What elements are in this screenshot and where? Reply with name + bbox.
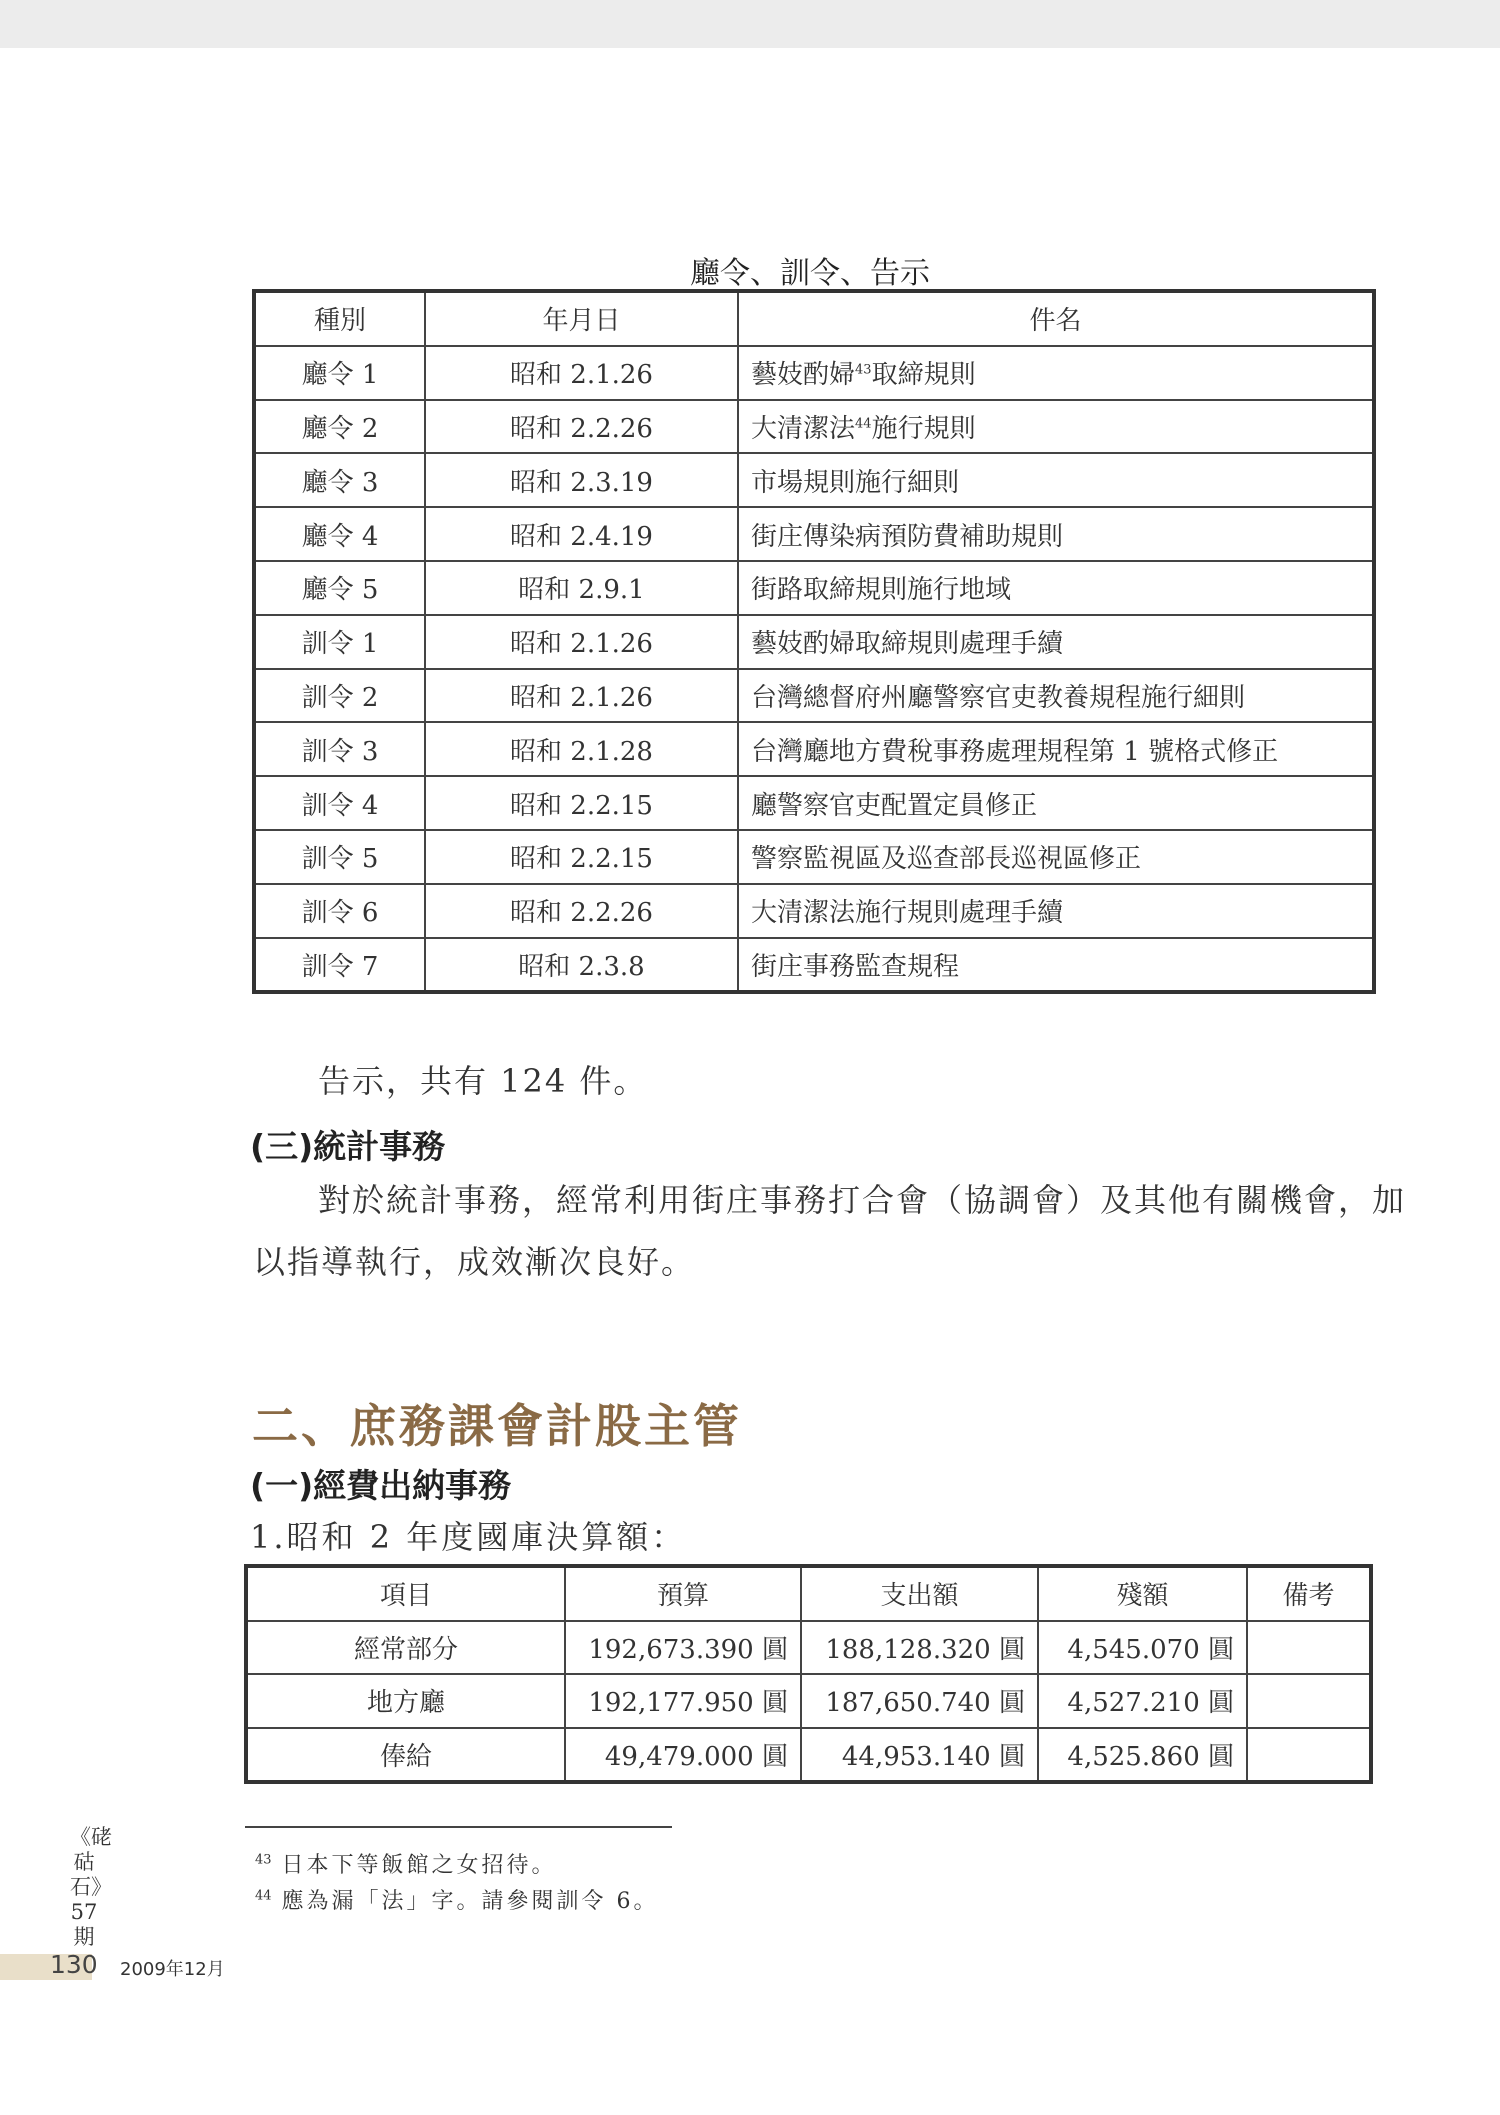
remain-cell: 4,527.210 圓 xyxy=(1038,1674,1247,1728)
footnote-number: 44 xyxy=(255,1888,272,1904)
kind-cell: 訓令 4 xyxy=(254,776,425,830)
title-text: 街庄事務監查規程 xyxy=(751,951,960,982)
item-cell: 經常部分 xyxy=(246,1621,565,1675)
table-row xyxy=(254,615,1374,669)
table-row xyxy=(254,507,1374,561)
page-number: 130 xyxy=(50,1950,98,1979)
budget-subheading: 1.昭和 2 年度國庫決算額： xyxy=(250,1518,687,1556)
date-cell: 昭和 2.2.15 xyxy=(425,776,738,830)
note-cell xyxy=(1247,1728,1371,1783)
table-row xyxy=(246,1621,1371,1675)
spent-cell: 188,128.320 圓 xyxy=(801,1621,1038,1675)
footnote-divider xyxy=(245,1826,672,1828)
date-cell: 昭和 2.2.15 xyxy=(425,830,738,884)
kind-cell: 廳令 4 xyxy=(254,507,425,561)
table-row xyxy=(254,561,1374,615)
statistics-paragraph-line1: 對於統計事務，經常利用街庄事務打合會（協調會）及其他有關機會，加 xyxy=(318,1181,1407,1219)
issue-date: 2009年12月 xyxy=(120,1959,225,1980)
title-cell xyxy=(738,884,1374,938)
date-cell: 昭和 2.1.26 xyxy=(425,615,738,669)
title-text: 大清潔法 xyxy=(751,413,856,444)
spent-cell: 187,650.740 圓 xyxy=(801,1674,1038,1728)
kind-cell: 訓令 2 xyxy=(254,669,425,723)
footnote-ref: 44 xyxy=(855,416,872,432)
column-header: 年月日 xyxy=(425,291,738,346)
column-header: 備考 xyxy=(1247,1566,1371,1621)
date-cell: 昭和 2.9.1 xyxy=(425,561,738,615)
statistics-paragraph-line2: 以指導執行，成效漸次良好。 xyxy=(253,1243,696,1281)
kind-cell: 訓令 5 xyxy=(254,830,425,884)
title-text: 台灣總督府州廳警察官吏教養規程施行細則 xyxy=(751,682,1246,713)
title-text-cont: 施行規則 xyxy=(871,413,976,444)
title-text: 台灣廳地方費稅事務處理規程第 1 號格式修正 xyxy=(751,736,1279,767)
date-cell: 昭和 2.2.26 xyxy=(425,884,738,938)
title-text: 廳警察官吏配置定員修正 xyxy=(751,790,1038,821)
title-text: 市場規則施行細則 xyxy=(751,467,960,498)
table-row xyxy=(246,1728,1371,1783)
statistics-heading: (三)統計事務 xyxy=(250,1127,446,1166)
column-header: 項目 xyxy=(246,1566,565,1621)
decree-table xyxy=(252,289,1376,994)
table-header-row xyxy=(254,291,1374,346)
footnote-text: 應為漏「法」字。請參閱訓令 6。 xyxy=(281,1889,659,1914)
title-cell xyxy=(738,346,1374,400)
item-cell: 俸給 xyxy=(246,1728,565,1783)
remain-cell: 4,525.860 圓 xyxy=(1038,1728,1247,1783)
title-text: 藝妓酌婦 xyxy=(751,360,856,391)
footnote-44 xyxy=(255,1884,659,1915)
spent-cell: 44,953.140 圓 xyxy=(801,1728,1038,1783)
note-cell xyxy=(1247,1674,1371,1728)
title-text: 街路取締規則施行地域 xyxy=(751,575,1012,606)
budget-cell: 192,673.390 圓 xyxy=(565,1621,801,1675)
table-row xyxy=(254,669,1374,723)
remain-cell: 4,545.070 圓 xyxy=(1038,1621,1247,1675)
title-text-cont: 取締規則 xyxy=(871,360,976,391)
column-header: 預算 xyxy=(565,1566,801,1621)
date-cell: 昭和 2.1.26 xyxy=(425,346,738,400)
note-cell xyxy=(1247,1621,1371,1675)
kind-cell: 訓令 1 xyxy=(254,615,425,669)
funds-heading: (一)經費出納事務 xyxy=(250,1466,512,1505)
table-row xyxy=(254,884,1374,938)
column-header: 種別 xyxy=(254,291,425,346)
table-row xyxy=(254,776,1374,830)
date-cell: 昭和 2.3.8 xyxy=(425,938,738,993)
footnote-number: 43 xyxy=(255,1852,272,1868)
table-row xyxy=(254,346,1374,400)
journal-side-title: 《硓𥑮石》57期 xyxy=(70,1825,112,1949)
title-cell xyxy=(738,400,1374,454)
budget-cell: 192,177.950 圓 xyxy=(565,1674,801,1728)
footnote-text: 日本下等飯館之女招待。 xyxy=(281,1853,557,1878)
column-header: 件名 xyxy=(738,291,1374,346)
title-text: 藝妓酌婦取締規則處理手續 xyxy=(751,629,1064,660)
footnote-ref: 43 xyxy=(855,362,872,378)
title-cell xyxy=(738,776,1374,830)
date-cell: 昭和 2.3.19 xyxy=(425,453,738,507)
kind-cell: 廳令 5 xyxy=(254,561,425,615)
title-cell xyxy=(738,453,1374,507)
title-text: 警察監視區及巡查部長巡視區修正 xyxy=(751,844,1142,875)
scan-top-band xyxy=(0,0,1500,48)
title-cell xyxy=(738,561,1374,615)
date-cell: 昭和 2.2.26 xyxy=(425,400,738,454)
table-row xyxy=(254,400,1374,454)
table-header-row xyxy=(246,1566,1371,1621)
notice-count-line: 告示，共有 124 件。 xyxy=(318,1062,648,1100)
title-text: 街庄傳染病預防費補助規則 xyxy=(751,521,1064,552)
date-cell: 昭和 2.1.26 xyxy=(425,669,738,723)
date-cell: 昭和 2.1.28 xyxy=(425,722,738,776)
column-header: 支出額 xyxy=(801,1566,1038,1621)
column-header: 殘額 xyxy=(1038,1566,1247,1621)
title-cell xyxy=(738,669,1374,723)
kind-cell: 訓令 6 xyxy=(254,884,425,938)
title-cell xyxy=(738,722,1374,776)
table-row xyxy=(246,1674,1371,1728)
table-row xyxy=(254,722,1374,776)
section-main-heading: 二、庶務課會計股主管 xyxy=(252,1399,742,1453)
table-row xyxy=(254,938,1374,993)
kind-cell: 訓令 7 xyxy=(254,938,425,993)
kind-cell: 訓令 3 xyxy=(254,722,425,776)
title-cell xyxy=(738,507,1374,561)
kind-cell: 廳令 3 xyxy=(254,453,425,507)
budget-cell: 49,479.000 圓 xyxy=(565,1728,801,1783)
table-row xyxy=(254,830,1374,884)
date-cell: 昭和 2.4.19 xyxy=(425,507,738,561)
footnote-43 xyxy=(255,1848,557,1879)
title-cell xyxy=(738,830,1374,884)
table-title: 廳令、訓令、告示 xyxy=(690,256,930,291)
budget-table xyxy=(244,1564,1373,1784)
item-cell: 地方廳 xyxy=(246,1674,565,1728)
kind-cell: 廳令 1 xyxy=(254,346,425,400)
kind-cell: 廳令 2 xyxy=(254,400,425,454)
title-text: 大清潔法施行規則處理手續 xyxy=(751,898,1064,929)
table-row xyxy=(254,453,1374,507)
title-cell xyxy=(738,615,1374,669)
title-cell xyxy=(738,938,1374,993)
